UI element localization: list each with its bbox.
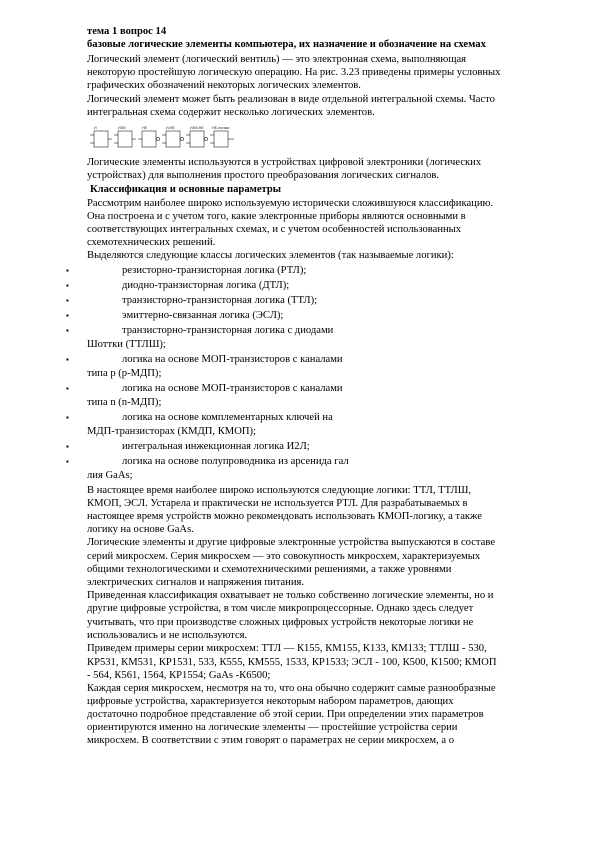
body-line: Приведенная классификация охватывает не только собственно логические элементы, но и	[87, 590, 494, 601]
list-item: диодно-транзисторная логика (ДТЛ);	[122, 280, 290, 291]
gate-label: НЕ-логика	[212, 126, 230, 130]
list-item: резисторно-транзисторная логика (РТЛ);	[122, 265, 307, 276]
list-item: эмиттерно-связанная логика (ЭСЛ);	[122, 310, 284, 321]
class-line: схемотехнических решений.	[87, 237, 216, 248]
list-item: логика на основе МОП-транзисторов с каналами	[122, 354, 343, 365]
use-line: устройствах) для выполнения простого преобразования логических сигналов.	[87, 170, 440, 181]
body-line: В настоящее время наиболее широко используются следующие логики: ТТЛ, ТТЛШ,	[87, 485, 472, 496]
bullet-icon: ▪	[66, 326, 69, 335]
list-continuation: лия GaAs;	[87, 470, 133, 481]
body-line: ориентируются именно на логические элементы — простейшие устройства серии	[87, 722, 458, 733]
bullet-icon: ▪	[66, 266, 69, 275]
bullet-icon: ▪	[66, 311, 69, 320]
bullet-icon: ▪	[66, 296, 69, 305]
class-line: соответствующих интегральных схемах, и с учетом особенностей использованных	[87, 224, 462, 235]
list-item: логика на основе комплементарных ключей на	[122, 412, 333, 423]
gate-label: ИЛИ-НЕ	[190, 126, 204, 130]
logic-gates-figure	[90, 123, 240, 151]
list-continuation: типа р (р-МДП);	[87, 368, 162, 379]
body-line: - 564, К561, 1564, КР1554; GaAs -К6500;	[87, 670, 271, 681]
body-line: Каждая серия микросхем, несмотря на то, что она обычно содержит самые разнообразные	[87, 683, 496, 694]
bullet-icon: ▪	[66, 442, 69, 451]
body-line: использовались и не используются.	[87, 630, 248, 641]
bullet-icon: ▪	[66, 281, 69, 290]
section-title: Классификация и основные параметры	[90, 184, 282, 195]
body-line: микросхем. В соответствии с этим говорят о параметрах не серии микросхем, а о	[87, 735, 455, 746]
body-line: учитывать, что при производстве сложных цифровых устройств некоторые логики не	[87, 617, 474, 628]
list-item: интегральная инжекционная логика И2Л;	[122, 441, 310, 452]
intro-line: интегральная схема содержит несколько логических элементов.	[87, 107, 375, 118]
list-item: транзисторно-транзисторная логика с диодами	[122, 325, 334, 336]
body-line: КМОП, ЭСЛ. Устарела и практически не используется РТЛ. Для разрабатываемых в	[87, 498, 468, 509]
body-line: достаточно подробное представление об этой серии. При определении этих параметров	[87, 709, 484, 720]
list-item: логика на основе полупроводника из арсенида гал	[122, 456, 349, 467]
body-line: общими технологическими и схемотехническими решениями, а также уровнями	[87, 564, 452, 575]
page-heading: тема 1 вопрос 14	[87, 26, 167, 37]
list-continuation: Шоттки (ТТЛШ);	[87, 339, 166, 350]
intro-line: некоторую простейшую логическую операцию. На рис. 3.23 приведены примеры условных	[87, 67, 501, 78]
body-line: Приведем примеры серии микросхем: ТТЛ — К155, КМ155, К133, КМ133; ТТЛШ - 530,	[87, 643, 487, 654]
list-item: логика на основе МОП-транзисторов с каналами	[122, 383, 343, 394]
intro-line: графических обозначений некоторых логических элементов.	[87, 80, 361, 91]
list-item: транзисторно-транзисторная логика (ТТЛ);	[122, 295, 318, 306]
body-line: цифровые устройства, характеризуется некоторым набором параметров, дающих	[87, 696, 454, 707]
bullet-icon: ▪	[66, 457, 69, 466]
intro-line: Логический элемент может быть реализован в виде отдельной интегральной схемы. Часто	[87, 94, 495, 105]
body-line: КР531, КМ531, КР1531, 533, К555, КМ555, 1533, КР1533; ЭСЛ - 100, К500, К1500; КМОП	[87, 657, 497, 668]
gate-label: НЕ	[142, 126, 147, 130]
gate-label: И	[94, 126, 97, 130]
gate-label: И-НЕ	[166, 126, 175, 130]
body-line: настоящее время устройств можно рекомендовать использовать КМОП-логику, а также	[87, 511, 482, 522]
bullet-icon: ▪	[66, 384, 69, 393]
gate-label: ИЛИ	[118, 126, 126, 130]
list-continuation: МДП-транзисторах (КМДП, КМОП);	[87, 426, 256, 437]
class-line: Она построена и с учетом того, какие электронные приборы являются основными в	[87, 211, 466, 222]
body-line: другие цифровые устройства, в том числе микропроцессорные. Однако здесь следует	[87, 603, 474, 614]
page-subheading: базовые логические элементы компьютера, их назначение и обозначение на схемах	[87, 39, 486, 50]
body-line: Логические элементы и другие цифровые электронные устройства выпускаются в составе	[87, 537, 496, 548]
intro-line: Логический элемент (логический вентиль) — это электронная схема, выполняющая	[87, 54, 467, 65]
body-line: серий микросхем. Серия микросхем — это совокупность микросхем, характеризуемых	[87, 551, 481, 562]
class-line: Рассмотрим наиболее широко используемую исторически сложившуюся классификацию.	[87, 198, 494, 209]
body-line: логику на основе GaAs.	[87, 524, 194, 535]
class-line: Выделяются следующие классы логических элементов (так называемые логики):	[87, 250, 454, 261]
list-continuation: типа n (n-МДП);	[87, 397, 162, 408]
bullet-icon: ▪	[66, 355, 69, 364]
use-line: Логические элементы используются в устройствах цифровой электроники (логических	[87, 157, 482, 168]
body-line: электрических сигналов и напряжения питания.	[87, 577, 305, 588]
bullet-icon: ▪	[66, 413, 69, 422]
